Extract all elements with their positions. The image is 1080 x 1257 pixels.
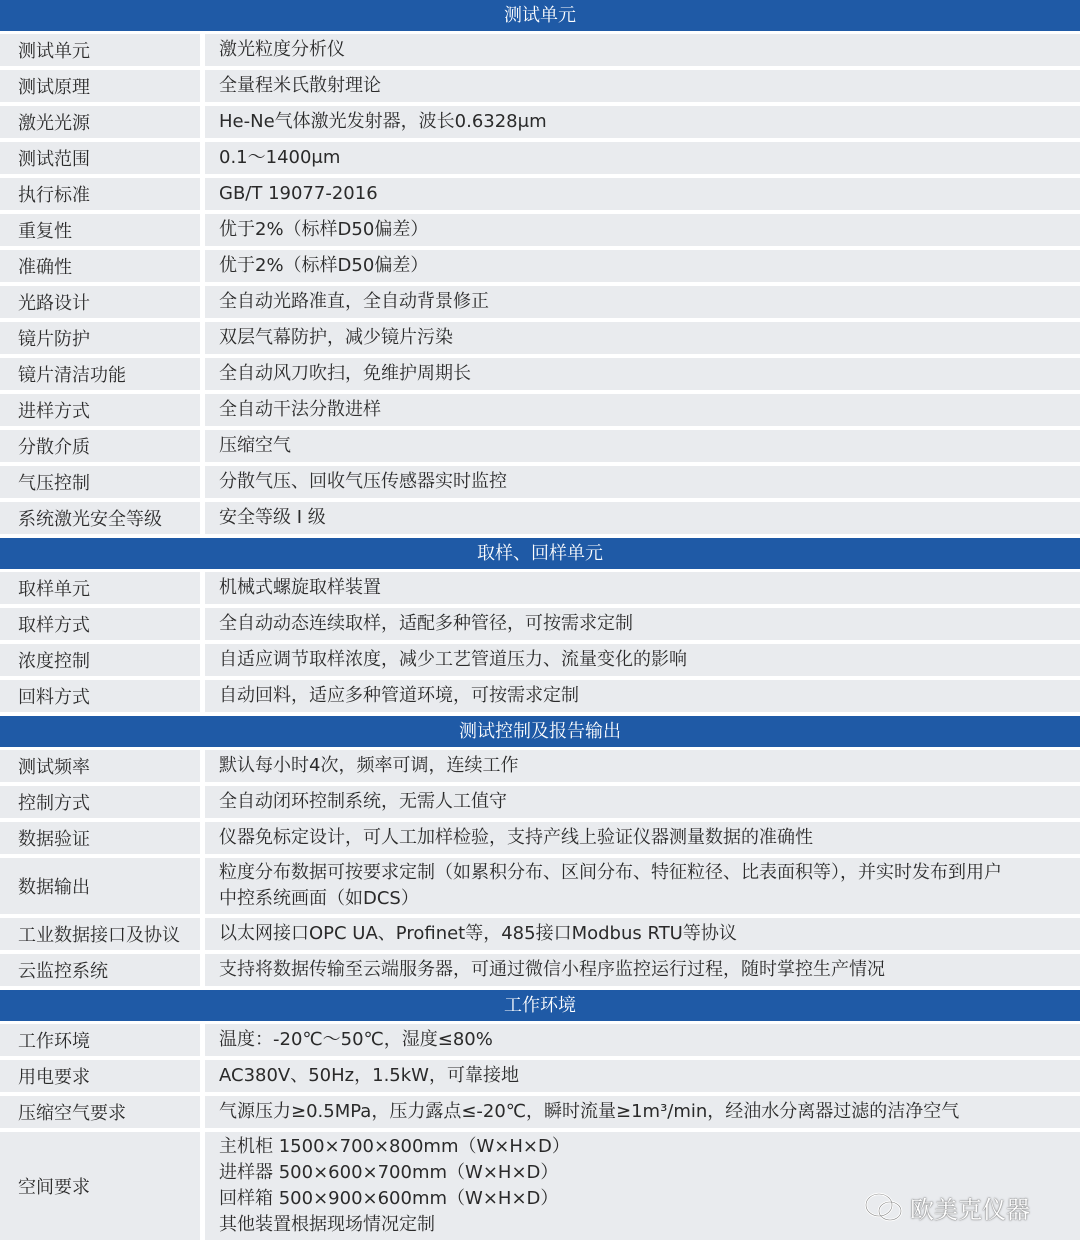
spec-value: [205, 858, 1080, 914]
spec-value: [205, 466, 1080, 498]
spec-value: [205, 644, 1080, 676]
spec-value: [205, 786, 1080, 818]
spec-row: [0, 680, 1080, 716]
spec-label: 回料方式: [0, 680, 200, 712]
spec-row: [0, 954, 1080, 990]
section-header: 取样、回样单元: [0, 538, 1080, 572]
spec-row: [0, 466, 1080, 502]
spec-row: [0, 1096, 1080, 1132]
spec-value: [205, 142, 1080, 174]
section-header: 测试控制及报告输出: [0, 716, 1080, 750]
spec-label: 测试频率: [0, 750, 200, 782]
spec-value: [205, 680, 1080, 712]
spec-value-line: AC380V、50Hz，1.5kW，可靠接地: [219, 1065, 519, 1086]
spec-value: [205, 954, 1080, 986]
spec-value-line: He-Ne气体激光发射器，波长0.6328μm: [219, 111, 547, 132]
spec-value: [205, 1024, 1080, 1056]
spec-row: [0, 358, 1080, 394]
section-header: 测试单元: [0, 0, 1080, 34]
spec-value-line: 全自动动态连续取样，适配多种管径，可按需求定制: [219, 613, 633, 634]
spec-label: 系统激光安全等级: [0, 502, 200, 534]
spec-value-line: 全自动风刀吹扫，免维护周期长: [219, 363, 471, 384]
spec-value-line: 进样器 500×600×700mm（W×H×D）: [219, 1162, 559, 1183]
spec-row: [0, 644, 1080, 680]
spec-value-line: GB/T 19077-2016: [219, 183, 378, 204]
spec-value-line: 回样箱 500×900×600mm（W×H×D）: [219, 1188, 559, 1209]
spec-row: [0, 286, 1080, 322]
spec-row: [0, 394, 1080, 430]
spec-value-line: 优于2%（标样D50偏差）: [219, 219, 429, 240]
spec-label: 空间要求: [0, 1132, 200, 1240]
spec-value: [205, 750, 1080, 782]
spec-value-line: 安全等级 Ⅰ 级: [219, 507, 326, 528]
spec-value: [205, 70, 1080, 102]
spec-value: [205, 286, 1080, 318]
spec-label: 云监控系统: [0, 954, 200, 986]
wechat-icon: [864, 1192, 904, 1224]
spec-row: [0, 502, 1080, 538]
spec-row: [0, 178, 1080, 214]
spec-row: [0, 786, 1080, 822]
spec-label: 分散介质: [0, 430, 200, 462]
spec-value: [205, 572, 1080, 604]
spec-value-line: 自适应调节取样浓度，减少工艺管道压力、流量变化的影响: [219, 649, 687, 670]
spec-value-line: 气源压力≥0.5MPa，压力露点≤-20℃，瞬时流量≥1m³/min，经油水分离器过滤的洁净空气: [219, 1101, 960, 1122]
spec-value-line: 以太网接口OPC UA、Profinet等，485接口Modbus RTU等协议: [219, 923, 737, 944]
spec-row: [0, 1060, 1080, 1096]
spec-label: 数据输出: [0, 858, 200, 914]
spec-label: 取样方式: [0, 608, 200, 640]
spec-label: 取样单元: [0, 572, 200, 604]
spec-value-line: 其他装置根据现场情况定制: [219, 1214, 435, 1235]
spec-row: [0, 250, 1080, 286]
spec-label: 浓度控制: [0, 644, 200, 676]
spec-label: 数据验证: [0, 822, 200, 854]
spec-label: 进样方式: [0, 394, 200, 426]
watermark: [864, 1190, 1030, 1225]
spec-value-line: 激光粒度分析仪: [219, 39, 345, 60]
spec-value: [205, 394, 1080, 426]
spec-value-line: 粒度分布数据可按要求定制（如累积分布、区间分布、特征粒径、比表面积等），并实时发布到用户: [219, 862, 1002, 883]
spec-label: 用电要求: [0, 1060, 200, 1092]
spec-value: [205, 34, 1080, 66]
watermark-text: 欧美克仪器: [910, 1196, 1030, 1224]
spec-value-line: 支持将数据传输至云端服务器，可通过微信小程序监控运行过程，随时掌控生产情况: [219, 959, 885, 980]
spec-label: 工作环境: [0, 1024, 200, 1056]
spec-value-line: 压缩空气: [219, 435, 291, 456]
spec-label: 镜片防护: [0, 322, 200, 354]
spec-value-line: 中控系统画面（如DCS）: [219, 888, 419, 909]
spec-value-line: 双层气幕防护，减少镜片污染: [219, 327, 453, 348]
spec-row: [0, 750, 1080, 786]
spec-value-line: 全自动光路准直，全自动背景修正: [219, 291, 489, 312]
spec-row: [0, 142, 1080, 178]
spec-value: [205, 358, 1080, 390]
spec-row: [0, 608, 1080, 644]
spec-value: [205, 1060, 1080, 1092]
spec-label: 执行标准: [0, 178, 200, 210]
spec-value: [205, 608, 1080, 640]
spec-value: [205, 250, 1080, 282]
spec-value: [205, 322, 1080, 354]
spec-row: [0, 572, 1080, 608]
spec-label: 控制方式: [0, 786, 200, 818]
spec-label: 测试单元: [0, 34, 200, 66]
spec-row: [0, 822, 1080, 858]
spec-row: [0, 70, 1080, 106]
spec-value-line: 机械式螺旋取样装置: [219, 577, 381, 598]
spec-value-line: 全自动干法分散进样: [219, 399, 381, 420]
spec-value-line: 分散气压、回收气压传感器实时监控: [219, 471, 507, 492]
spec-value: [205, 430, 1080, 462]
spec-value-line: 0.1～1400μm: [219, 147, 341, 168]
spec-row: [0, 858, 1080, 918]
section-header: 工作环境: [0, 990, 1080, 1024]
spec-row: [0, 322, 1080, 358]
spec-value-line: 自动回料，适应多种管道环境，可按需求定制: [219, 685, 579, 706]
spec-value: [205, 106, 1080, 138]
spec-value-line: 默认每小时4次，频率可调，连续工作: [219, 755, 519, 776]
spec-value-line: 全自动闭环控制系统，无需人工值守: [219, 791, 507, 812]
spec-label: 激光光源: [0, 106, 200, 138]
spec-row: [0, 1132, 1080, 1244]
spec-value: [205, 502, 1080, 534]
spec-value: [205, 822, 1080, 854]
spec-value-line: 优于2%（标样D50偏差）: [219, 255, 429, 276]
spec-label: 气压控制: [0, 466, 200, 498]
spec-row: [0, 430, 1080, 466]
spec-row: [0, 918, 1080, 954]
spec-label: 重复性: [0, 214, 200, 246]
spec-row: [0, 1024, 1080, 1060]
spec-row: [0, 34, 1080, 70]
spec-value-line: 温度：-20℃～50℃，湿度≤80%: [219, 1029, 493, 1050]
spec-label: 镜片清洁功能: [0, 358, 200, 390]
spec-value: [205, 178, 1080, 210]
spec-value-line: 全量程米氏散射理论: [219, 75, 381, 96]
spec-label: 测试范围: [0, 142, 200, 174]
spec-label: 准确性: [0, 250, 200, 282]
spec-row: [0, 106, 1080, 142]
spec-row: [0, 214, 1080, 250]
spec-label: 光路设计: [0, 286, 200, 318]
spec-value: [205, 214, 1080, 246]
spec-value-line: 主机柜 1500×700×800mm（W×H×D）: [219, 1136, 570, 1157]
spec-value-line: 仪器免标定设计，可人工加样检验，支持产线上验证仪器测量数据的准确性: [219, 827, 813, 848]
spec-label: 工业数据接口及协议: [0, 918, 200, 950]
spec-label: 测试原理: [0, 70, 200, 102]
spec-label: 压缩空气要求: [0, 1096, 200, 1128]
spec-value: [205, 918, 1080, 950]
spec-value: [205, 1096, 1080, 1128]
